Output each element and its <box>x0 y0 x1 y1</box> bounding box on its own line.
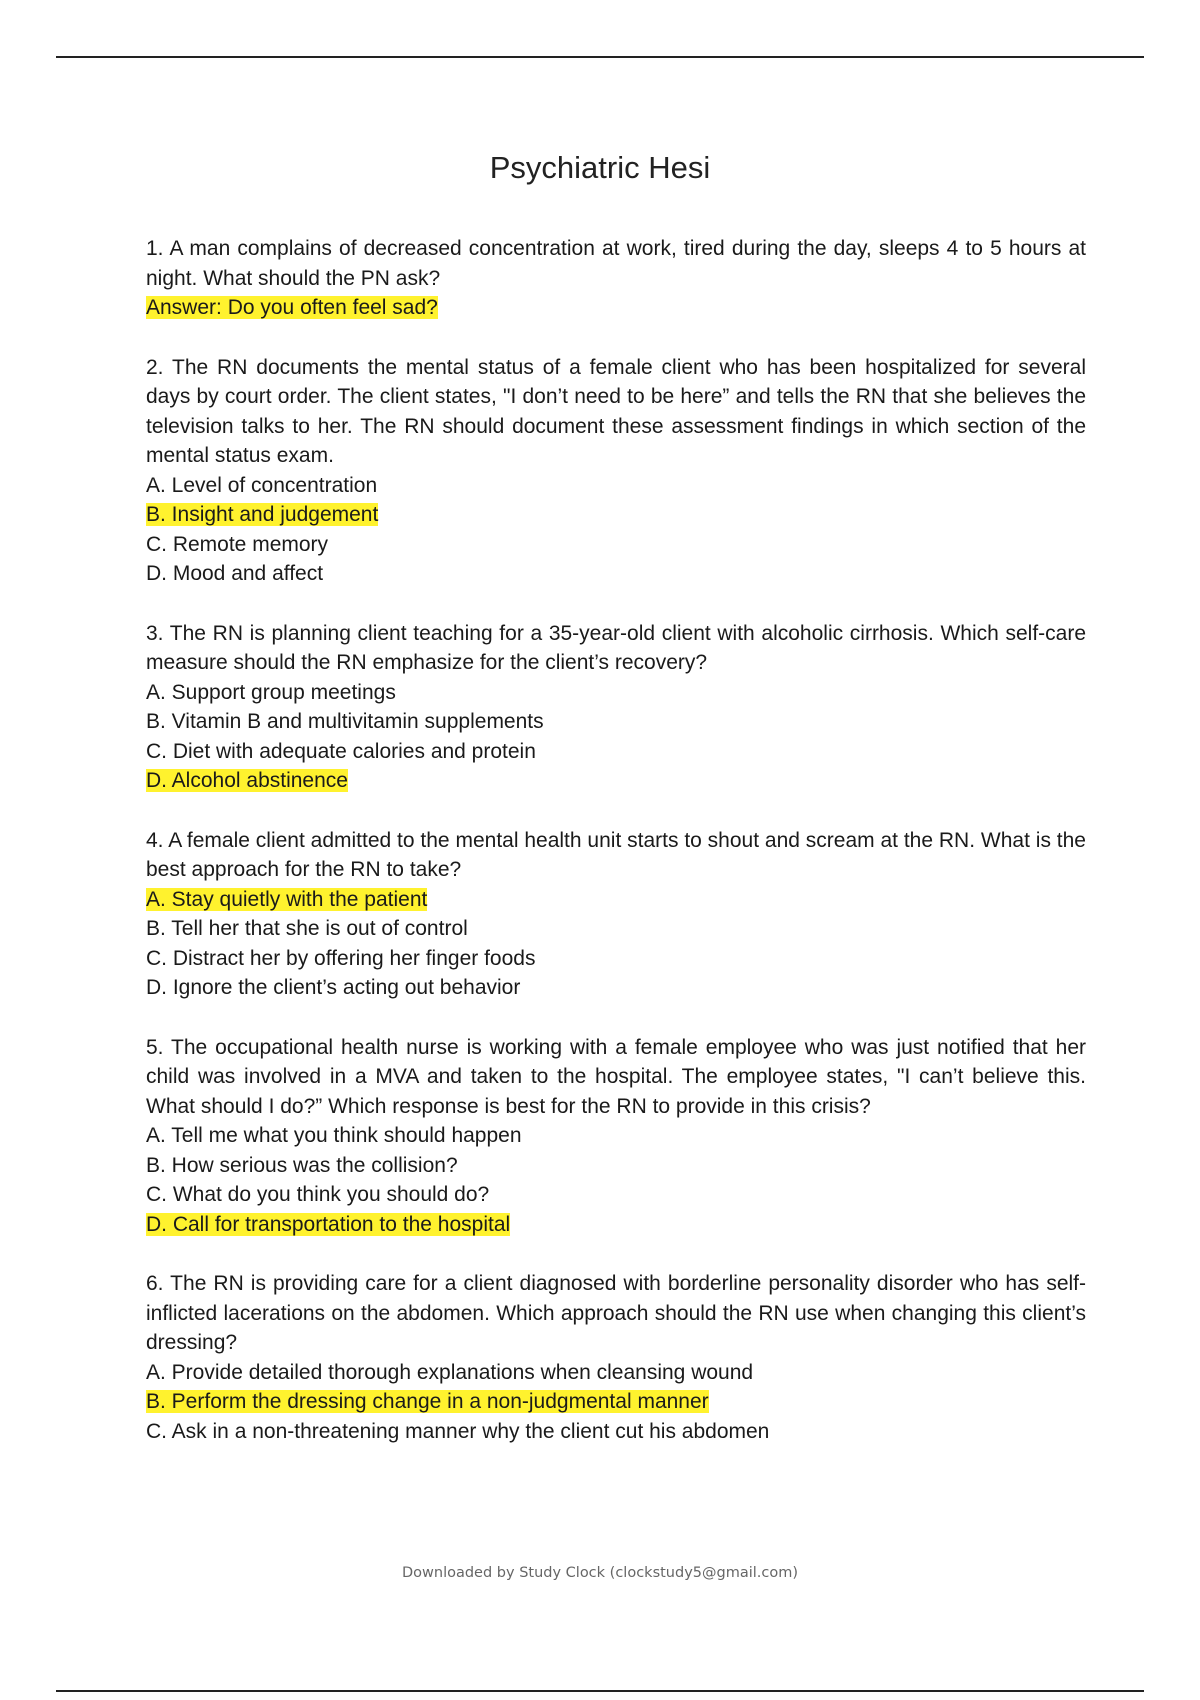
question-stem: 1. A man complains of decreased concentration at work, tired during the day, sleeps 4 to 5 hours at night. What should the PN ask? <box>146 237 1086 290</box>
option-b: B. How serious was the collision? <box>146 1153 458 1177</box>
option-d <box>146 1210 1086 1240</box>
option-b: B. Tell her that she is out of control <box>146 917 468 940</box>
question-stem: 2. The RN documents the mental status of a female client who has been hospitalized for several days by court order. The client states, "I don’t need to be here” and tells the RN that she believes the television talks to her. The RN should document these assessment findings in which section of the mental status exam. <box>146 355 1086 467</box>
question-stem: 5. The occupational health nurse is working with a female employee who was just notified that her child was involved in a MVA and taken to the hospital. The employee states, "I can’t believe this. What should I do?” Which response is best for the RN to provide in this crisis? <box>146 1035 1086 1118</box>
highlighted-answer: B. Perform the dressing change in a non-judgmental manner <box>146 1390 709 1413</box>
question-stem: 3. The RN is planning client teaching for a 35-year-old client with alcoholic cirrhosis. Which self-care measure should the RN emphasize for the client’s recovery? <box>146 621 1086 674</box>
option-d <box>146 766 1086 796</box>
header-rule <box>56 56 1144 58</box>
option-c: C. Distract her by offering her finger foods <box>146 946 536 970</box>
highlighted-answer: B. Insight and judgement <box>146 503 379 526</box>
option-b: B. Vitamin B and multivitamin supplements <box>146 710 544 733</box>
download-footer: Downloaded by Study Clock (clockstudy5@gmail.com) <box>401 1565 799 1581</box>
highlighted-answer: D. Alcohol abstinence <box>146 769 348 792</box>
option-a: A. Support group meetings <box>146 680 396 704</box>
highlighted-answer: Answer: Do you often feel sad? <box>146 296 438 319</box>
question-list <box>146 234 1086 1476</box>
question-stem: 4. A female client admitted to the mental health unit starts to shout and scream at the RN. What is the best approach for the RN to take? <box>146 828 1086 881</box>
question-1 <box>146 234 1086 323</box>
option-d: D. Ignore the client’s acting out behavior <box>146 976 521 999</box>
option-b <box>146 1387 1086 1417</box>
question-6 <box>146 1269 1086 1446</box>
option-a <box>146 885 1086 915</box>
question-2 <box>146 353 1086 589</box>
option-a: A. Level of concentration <box>146 473 378 497</box>
option-a: A. Provide detailed thorough explanations when cleansing wound <box>146 1360 754 1384</box>
answer-line <box>146 293 1086 323</box>
question-5 <box>146 1033 1086 1240</box>
option-d: D. Mood and affect <box>146 562 324 585</box>
option-c: C. What do you think you should do? <box>146 1183 490 1206</box>
footer-rule <box>56 1690 1144 1692</box>
option-c: C. Diet with adequate calories and protein <box>146 739 536 763</box>
option-b <box>146 500 1086 530</box>
option-c: C. Ask in a non-threatening manner why the client cut his abdomen <box>146 1419 770 1443</box>
question-3 <box>146 619 1086 796</box>
option-a: A. Tell me what you think should happen <box>146 1124 522 1147</box>
page-title: Psychiatric Hesi <box>489 150 711 185</box>
question-stem: 6. The RN is providing care for a client diagnosed with borderline personality disorder who has self-inflicted lacerations on the abdomen. Which approach should the RN use when changing this client’s dressing? <box>146 1272 1086 1354</box>
highlighted-answer: A. Stay quietly with the patient <box>146 887 428 911</box>
option-c: C. Remote memory <box>146 532 329 556</box>
highlighted-answer: D. Call for transportation to the hospital <box>146 1212 511 1236</box>
question-4 <box>146 826 1086 1003</box>
